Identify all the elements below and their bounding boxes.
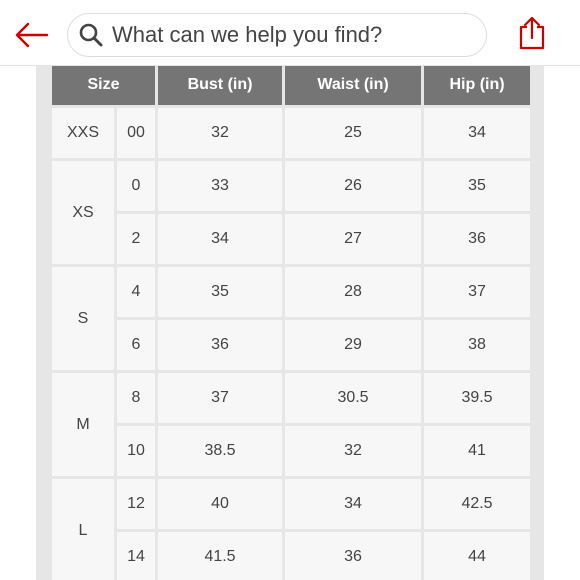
hip-value: 44 [424,532,530,580]
numeric-size: 6 [117,320,155,370]
hip-value: 41 [424,426,530,476]
bust-value: 36 [158,320,282,370]
table-row [52,267,530,317]
header-size: Size [52,65,155,105]
waist-value: 26 [285,161,421,211]
hip-value: 37 [424,267,530,317]
bust-value: 40 [158,479,282,529]
size-chart-table [49,62,533,580]
size-label: M [52,373,114,476]
header-hip: Hip (in) [424,65,530,105]
size-label: XS [52,161,114,264]
back-arrow-icon [15,22,49,48]
hip-value: 42.5 [424,479,530,529]
table-row [52,214,530,264]
table-row [52,161,530,211]
size-label: L [52,479,114,580]
table-header-row [52,65,530,105]
numeric-size: 8 [117,373,155,423]
numeric-size: 4 [117,267,155,317]
numeric-size: 2 [117,214,155,264]
hip-value: 34 [424,108,530,158]
bust-value: 41.5 [158,532,282,580]
bust-value: 35 [158,267,282,317]
bust-value: 32 [158,108,282,158]
search-icon [78,22,104,48]
table-row [52,426,530,476]
table-row [52,108,530,158]
waist-value: 28 [285,267,421,317]
size-label: S [52,267,114,370]
size-label: XXS [52,108,114,158]
hip-value: 35 [424,161,530,211]
table-row [52,320,530,370]
waist-value: 25 [285,108,421,158]
hip-value: 36 [424,214,530,264]
header-waist: Waist (in) [285,65,421,105]
top-bar [0,0,580,66]
search-bar[interactable] [67,13,487,57]
bust-value: 34 [158,214,282,264]
search-input[interactable] [112,15,486,55]
waist-value: 29 [285,320,421,370]
table-row [52,373,530,423]
numeric-size: 0 [117,161,155,211]
waist-value: 27 [285,214,421,264]
hip-value: 38 [424,320,530,370]
table-row [52,532,530,580]
waist-value: 32 [285,426,421,476]
hip-value: 39.5 [424,373,530,423]
bust-value: 37 [158,373,282,423]
numeric-size: 00 [117,108,155,158]
waist-value: 34 [285,479,421,529]
back-button[interactable] [12,17,52,53]
bust-value: 38.5 [158,426,282,476]
waist-value: 36 [285,532,421,580]
share-icon [517,15,547,51]
share-button[interactable] [512,13,552,53]
numeric-size: 10 [117,426,155,476]
waist-value: 30.5 [285,373,421,423]
numeric-size: 12 [117,479,155,529]
header-bust: Bust (in) [158,65,282,105]
numeric-size: 14 [117,532,155,580]
bust-value: 33 [158,161,282,211]
table-row [52,479,530,529]
